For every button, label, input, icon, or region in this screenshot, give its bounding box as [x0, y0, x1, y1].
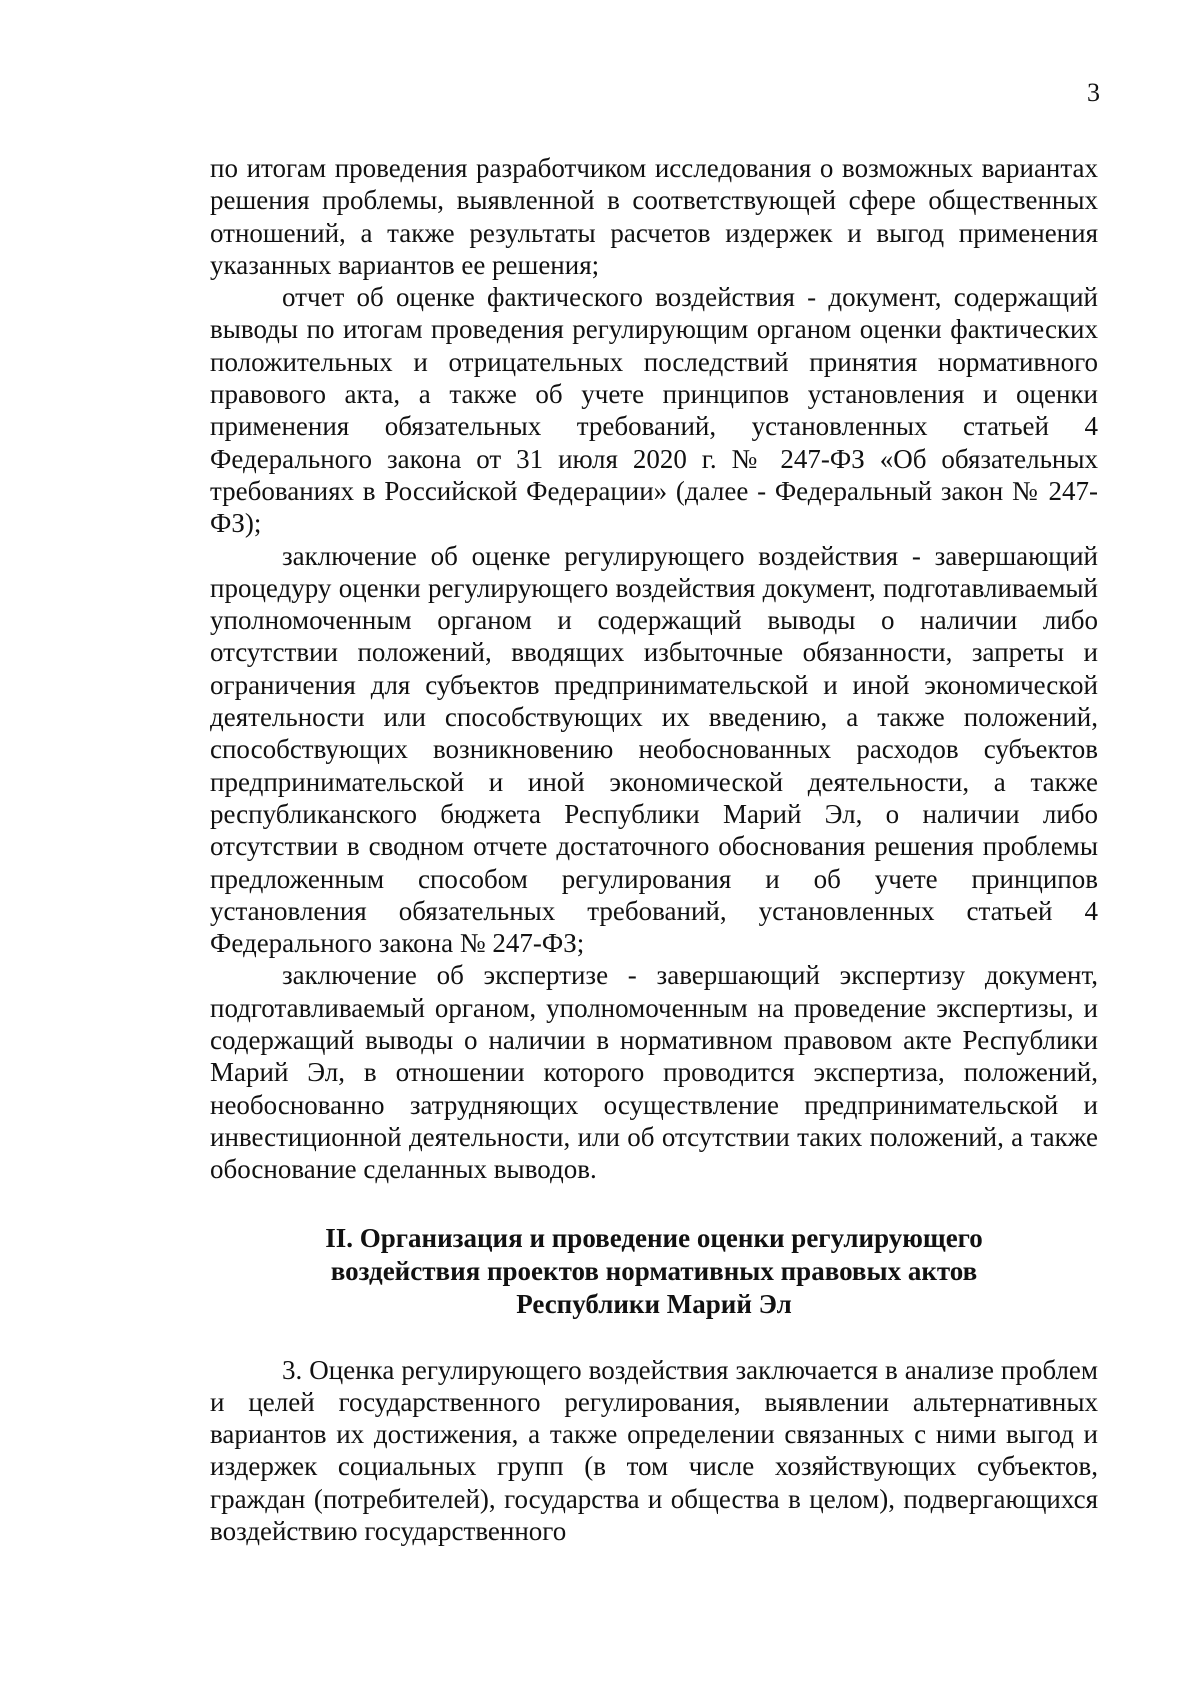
- section-heading-line: II. Организация и проведение оценки регулирующего: [325, 1222, 983, 1253]
- page-number: 3: [1087, 78, 1100, 107]
- paragraph-3: 3. Оценка регулирующего воздействия заключается в анализе проблем и целей государственного регулирования, выявлении альтернативных вариантов их достижения, а также определении связанных с ними выгод и издержек социальных групп (в том числе хозяйствующих субъектов, граждан (потребителей), государства и общества в целом), подвергающихся воздействию государственного: [210, 1354, 1098, 1546]
- section-heading: [210, 1222, 1098, 1321]
- section-heading-line: Республики Марий Эл: [516, 1288, 792, 1319]
- paragraph-expertise-conclusion: заключение об экспертизе - завершающий экспертизу документ, подготавливаемый органом, уполномоченным на проведение экспертизы, и содержащий выводы о наличии в нормативном правовом акте Республики Марий Эл, в отношении которого проводится экспертиза, положений, необоснованно затрудняющих осуществление предпринимательской и инвестиционной деятельности, или об отсутствии таких положений, а также обоснование сделанных выводов.: [210, 960, 1098, 1185]
- document-body: [210, 152, 1098, 1547]
- paragraph-actual-impact-report: отчет об оценке фактического воздействия - документ, содержащий выводы по итогам проведения регулирующим органом оценки фактических положительных и отрицательных последствий принятия нормативного правового акта, а также об учете принципов установления и оценки применения обязательных требований, установленных статьей 4 Федерального закона от 31 июля 2020 г. № 247-ФЗ «Об обязательных требованиях в Российской Федерации» (далее - Федеральный закон № 247-ФЗ);: [210, 282, 1098, 539]
- paragraph-continuation: по итогам проведения разработчиком исследования о возможных вариантах решения проблемы, выявленной в соответствующей сфере общественных отношений, а также результаты расчетов издержек и выгод применения указанных вариантов ее решения;: [210, 153, 1098, 280]
- paragraph-regulatory-impact-conclusion: заключение об оценке регулирующего воздействия - завершающий процедуру оценки регулирующего воздействия документ, подготавливаемый уполномоченным органом и содержащий выводы о наличии либо отсутствии положений, вводящих избыточные обязанности, запреты и ограничения для субъектов предпринимательской и иной экономической деятельности или способствующих их введению, а также положений, способствующих возникновению необоснованных расходов субъектов предпринимательской и иной экономической деятельности, а также республиканского бюджета Республики Марий Эл, о наличии либо отсутствии в сводном отчете достаточного обоснования решения проблемы предложенным способом регулирования и об учете принципов установления обязательных требований, установленных статьей 4 Федерального закона № 247-ФЗ;: [210, 540, 1098, 959]
- section-heading-line: воздействия проектов нормативных правовых актов: [330, 1255, 978, 1286]
